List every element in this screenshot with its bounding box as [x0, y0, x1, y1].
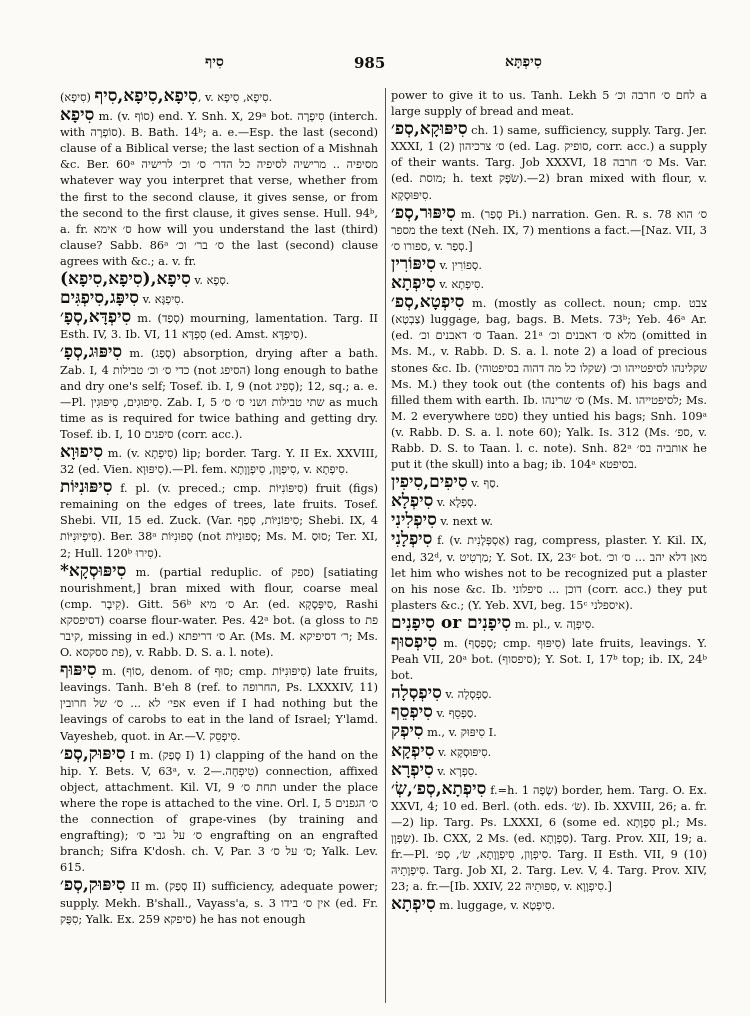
dictionary-entry: [60, 441, 378, 478]
left-column: [60, 88, 378, 1003]
dictionary-entry: [391, 531, 707, 613]
entry-headword: סִיפְדָּא,סְפָ׳: [60, 307, 132, 328]
entry-definition: ch. 1) same, sufficiency, supply. Targ. Jer. XXXI, 1 (2) ס׳ צרכיהון (ed. Lag. סופיק, corr. acc.) a supply of their wants. Targ. Job XXXVI, 18 ס׳ חרבה Ms. Var. (ed. מוסת; h. text שֹׂפֶק).—2) bran mixed with flour, v. סִיפּוּסְקָא.: [391, 124, 707, 202]
entry-definition: v. סַפְסְלָה.: [445, 688, 492, 702]
dictionary-entry: [391, 493, 707, 511]
dictionary-entry: [60, 344, 378, 443]
entry-headword: סִיפְקָא: [391, 740, 435, 761]
dictionary-entry: [391, 704, 707, 722]
dictionary-entry: [391, 896, 707, 914]
entry-definition: v. next w.: [440, 515, 493, 529]
entry-definition: m. luggage, v. סִיפְטָא.: [439, 899, 556, 913]
dictionary-entry: [60, 88, 378, 106]
dictionary-entry: [60, 479, 378, 561]
entry-definition: f. (v. אַסְפְּלָנִית) rag, compress, plaster. Y. Kil. IX, end, 32ᵈ, v. מַרְטִיט; Y. Sot. IX, 23ᶜ bot. מאן דלא יהב ... ס׳ וכ׳ let him who wishes not to be recognized put a plaster on his nose &c. Ib. דוכן ... סיפלוני (corr. acc.) they put plasters &c.; (Y. Yeb. XVI, beg. 15ᶜ איספלני).: [391, 534, 707, 612]
entry-definition: m., v. סִיפּוּק I.: [427, 726, 497, 740]
entry-headword: סִיפּוּנִיּוֹת: [60, 477, 113, 498]
entry-headword: סִיפְתָא,סְפ׳,שְׂ׳: [391, 778, 487, 799]
dictionary-entry: [60, 271, 378, 289]
entry-headword: סִיפְלִינִי: [391, 510, 437, 531]
entry-definition: m. (v. סִיפְתָא) lip; border. Targ. Y. II Ex. XXVIII, 32 (ed. Vien. סִיפּוּוָא).—Pl. fem. סִיפְוָון, סִיפְוָוָתָא, v. סִיפְתָא.: [60, 446, 378, 477]
entry-headword: סִיפְסְלָה: [391, 683, 442, 704]
entry-definition: v. סְפָא.: [194, 274, 230, 288]
dictionary-entry: [391, 275, 707, 293]
entry-headword: סִיפְרָא: [391, 759, 434, 780]
dictionary-entry: [391, 88, 707, 120]
entry-definition: m. (סָפַג) absorption, drying after a bath. Zab. I, 4 כדי ס׳ וכ׳ טבילות (not הסיפג) long enough to bathe and dry one's self; Tosef. ib. I, 9 (not סְפִיג); 12, sq.; a. e.—Pl. סִיפוּגִים, סִיפּוּגִין. Zab. I, 5 שתי טבילות ושני ס׳ ס׳ as much time as is required for twice bathing and getting dry. Tosef. ib. I, 10 סיפגים (corr. acc.).: [60, 347, 378, 441]
entry-headword: סִיפּוּק,סְפ׳: [60, 875, 126, 896]
entry-definition: v. סִיפּוּסְקָא.: [437, 745, 492, 759]
entry-headword: סִיפְסוּף: [391, 632, 438, 652]
dictionary-entry: [60, 290, 378, 308]
entry-definition: m. (v. סוֹף) end. Y. Snh. X, 29ᵃ bot. סִיפְרָה (interch. with סוֹפְרָה). B. Bath. 14ᵇ; a. e.—Esp. the last (second) clause of a Biblical verse; the last section of a Mishnah &c. Ber. 60ᵃ מסיפיה .. מרישיה לסיפיה כל הדר׳ ס׳ וכ׳ לרישיה whatever way you interpret that verse, whether from the first to the second clause, it gives sense, or from the second to the first clause, it gives sense. Hull. 94ᵇ, a. fr. ס׳ אימא how will you understand the last (third) clause? Sabb. 86ᵃ ס׳ בר׳ וכ׳ the last (second) clause agrees with &c.; a. v. fr.: [60, 110, 378, 268]
entry-headword: סִיפּוּף: [60, 660, 97, 681]
dictionary-entry: [391, 778, 707, 896]
entry-definition: m. pl., v. סִיפְוָה.: [514, 617, 595, 631]
entry-definition: v. סִיפְתָא.: [439, 278, 485, 292]
dictionary-entry: [391, 202, 707, 255]
entry-headword: סִיפּוּר,סְפ׳: [391, 202, 456, 223]
entry-headword: סִיפְלָא: [391, 491, 434, 512]
entry-definition: v. סִיפְגָּא.: [142, 293, 185, 307]
entry-definition: m. (mostly as collect. noun; cmp. צבט (צַבְטָא) luggage, bag, bags. B. Mets. 73ᵇ; Yeb. 46ᵃ Ar. (ed. ס׳ דאבנים וכ׳ Taan. 21ᵃ מלא ס׳ דאבנים וכ׳ (omitted in Ms. M., v. Rabb. D. S. a. l. note 2) a load of precious stones &c. Ib. (שקלו כל מה דהוה בסיפטוהי) שקלינהו לסיפטייהו וכ׳ Ms. M.) they took out (the contents of) his bags and filled them with earth. Ib. ס׳ שרינהו (Ms. M. לסיפטייהו; Ms. M. 2 everywhere ספט) they untied his bags; Snh. 109ᵃ (v. Rabb. D. S. a. l. note 60); Yalk. Is. 312 (Ms. ספ׳, v. Rabb. D. S. to Taan. l. c. note). Snh. 82ᵃ אותביה בס׳ he put it (the skull) into a bag; ib. 104ᵃ בסיפטא.: [391, 297, 707, 472]
dictionary-entry: [391, 474, 707, 492]
dictionary-entry: [391, 512, 707, 530]
dictionary-entry: [391, 759, 707, 780]
dictionary-entry: [391, 723, 707, 741]
page-header: [0, 54, 750, 76]
dictionary-entry: [391, 685, 707, 703]
entry-headword: סִיפְתָא: [391, 894, 436, 915]
entry-headword: סִיפּוּקָא,סְפ׳: [391, 119, 468, 140]
entry-definition: f. pl. (v. preced.; cmp. סִיפּוֹנִיּוֹת) fruit (figs) remaining on the edges of trees, late fruits. Tosef. Shebi. VII, 15 ed. Zuck. (Var. סִיפוֹנִיּוֹת, סְפַף; Shebi. IX, 4 סִיפְיוּנִיּוֹת). Ber. 38ᵃ סְפוּנִיּוֹת (not סְפוּנִיּוֹת; Ms. M. סוּסַ; Ter. XI, 2; Hull. 120ᵇ סִירוּ).: [60, 482, 378, 560]
page-number: 985: [354, 54, 386, 72]
entry-headword: סִיפָא: [60, 105, 95, 126]
dictionary-entry: [60, 309, 378, 343]
entry-definition: power to give it to us. Tanh. Lekh 5 לחם ס׳ חרבה וכ׳ a large supply of bread and meat.: [391, 89, 707, 119]
dictionary-entry: [391, 121, 707, 203]
entry-headword: סִיפָּג,סִיפְגִּים: [60, 288, 139, 309]
entry-headword: סִיפְטָא,סְפ׳: [391, 292, 465, 313]
entry-definition: m. (סְפַד) mourning, lamentation. Targ. II Esth. IV, 3. Ib. VI, 11 סִפְדָּא (ed. Amst. סִיפְדָּא).: [60, 312, 378, 342]
right-column: [391, 88, 707, 1003]
dictionary-entry: [391, 253, 707, 274]
dictionary-entry: [391, 612, 707, 633]
dictionary-entry: [60, 107, 378, 270]
entry-definition: v. סִפְרָא.: [437, 764, 478, 778]
entry-headword: סִיפָא,סִיפָא,סִיף: [94, 88, 198, 106]
dictionary-entry: [60, 877, 378, 927]
entry-definition: m. (partial reduplic. of ספק) [satiating nourishment,] bran mixed with flour, coarse meal (cmp. קִיבָר). Gitt. 56ᵇ ס׳ מיא Ar. (ed. סִיפְּסָקָא, Rashi דסיפסקא) coarse flour-water. Pes. 42ᵃ bot. (a gloss to פת קיבר, missing in ed.) ס׳ דריפתא Ar. (Ms. M. ר׳ דסיפיקא; Ms. O. פת ססקסא), v. Rabb. D. S. a. l. note).: [60, 565, 378, 660]
dictionary-entry: [391, 634, 707, 684]
entry-headword: *סִיפּוּסְקָא: [60, 560, 127, 581]
entry-definition: m. (סְפַסַף; cmp. סִיפּוּף) late fruits, leavings. Y. Peah VII, 20ᵃ bot. (סיפסוף); Y. Sot. I, 17ᵇ top; ib. IX, 24ᵇ bot.: [391, 637, 707, 683]
entry-headword: סִיפוּוָא: [60, 441, 103, 462]
entry-headword: סִיפּוּק,סְפ׳: [60, 743, 126, 764]
entry-headword: סִיפְתָא: [391, 273, 436, 294]
entry-headword: סִיפְסֵף: [391, 702, 433, 723]
entry-definition: v. סַף.: [471, 477, 500, 491]
dictionary-entry: [60, 662, 378, 744]
entry-definition: v. סַפְסֵף.: [436, 707, 477, 721]
entry-headword: סִיפִים,סִיפִין: [391, 472, 468, 493]
dictionary-entry: [391, 740, 707, 761]
column-divider: [385, 88, 386, 1003]
entry-headword: סִיפָנִים or סִיפָנִים: [391, 612, 512, 633]
header-right-guideword: סִיפְתָּא: [505, 54, 542, 70]
entry-definition: II m. (סְפַק II) sufficiency, adequate power; supply. Mekh. B'shall., Vayass'a, s. 3 אין ס׳ בידו (ed. Fr. סִפֻּק; Yalk. Ex. 259 סיפקא) he has not enough: [60, 880, 378, 926]
entry-definition: m. (סְפַר Pi.) narration. Gen. R. s. 78 ס׳ הוא מספר the text (Neh. IX, 7) mentions a fact.—[Naz. VII, 3 ספורו ס׳, v. סְפַר.]: [391, 207, 707, 253]
dictionary-entry: [60, 743, 378, 877]
entry-definition: v. סְפוֹרִין.: [439, 258, 482, 272]
entry-headword: סִיפָא,(סִיפָא,סִיפָא): [60, 269, 191, 290]
entry-headword: סִיפְק: [391, 721, 424, 742]
entry-headword: סִיפּוֹרִין: [391, 253, 436, 274]
dictionary-entry: [60, 560, 378, 662]
entry-definition: f.=h. שָׂפָה 1) border, hem. Targ. O. Ex. XXVI, 4; 10 ed. Berl. (oth. eds. שׂ׳). Ib. XXVIII, 26; a. fr.—2) lip. Targ. Ps. LXXXI, 6 (some ed. סִפְוָתָא pl.; Ms. שִׂפְוָן). Ib. CXX, 2 Ms. (ed. סִפְוָתָא). Targ. Prov. XII, 19; a. fr.—Pl. סִיפְוָון, סִיפְוָוָתָא, שׂ׳, סְפ׳. Targ. II Esth. VII, 9 (10) סִיפְוָתֵיהּ. Targ. Job XI, 2. Targ. Lev. V, 4. Targ. Prov. XIV, 23; a. fr.—[Ib. XXIV, 22 סִפּוּתֵיהּ, v. סִיפְוָוָא.]: [391, 783, 707, 894]
dictionary-entry: [391, 294, 707, 473]
entry-headword: סִיפְלָנִי: [391, 529, 433, 550]
entry-headword: סִיפּוּג,סְפָ׳: [60, 342, 123, 363]
entry-definition: I m. (סָפַק I) 1) clapping of the hand on the hip. Y. Bets. V, 63ᵃ, v. טִיפְחָה.—2) connection, affixed object, attachment. Kil. VI, 9 תחת ס׳ under the place where the rope is attached to the vine. Orl. I, 5 ס׳ הגפנים the connection of grape-vines (by training and engrafting); ס׳ על גבי ס׳ engrafting on an engrafted branch; Sifra K'dosh. ch. V, Par. 3 ס׳ על ס׳; Yalk. Lev. 615.: [60, 748, 378, 875]
entry-definition: (סִיפָא), v. סִיפָא, סִיפָא.: [60, 91, 273, 104]
entry-definition: m. (סוֹף, denom. of סוּף; cmp. סִיפּוּנִיּוֹת) late fruits, leavings. Tanh. B'eh 8 (ref. to החרופה, Ps. LXXXIV, 11) אפי׳ לא ... ס׳ של חרובין even if I had nothing but the leavings of carobs to eat in the land of Israel; Y'lamd. Vayesheb, quot. in Ar.—V. סִיפְסֵק.: [60, 665, 378, 743]
entry-definition: v. סְפְלָא.: [436, 496, 478, 510]
header-left-guideword: סִיף: [205, 54, 224, 70]
